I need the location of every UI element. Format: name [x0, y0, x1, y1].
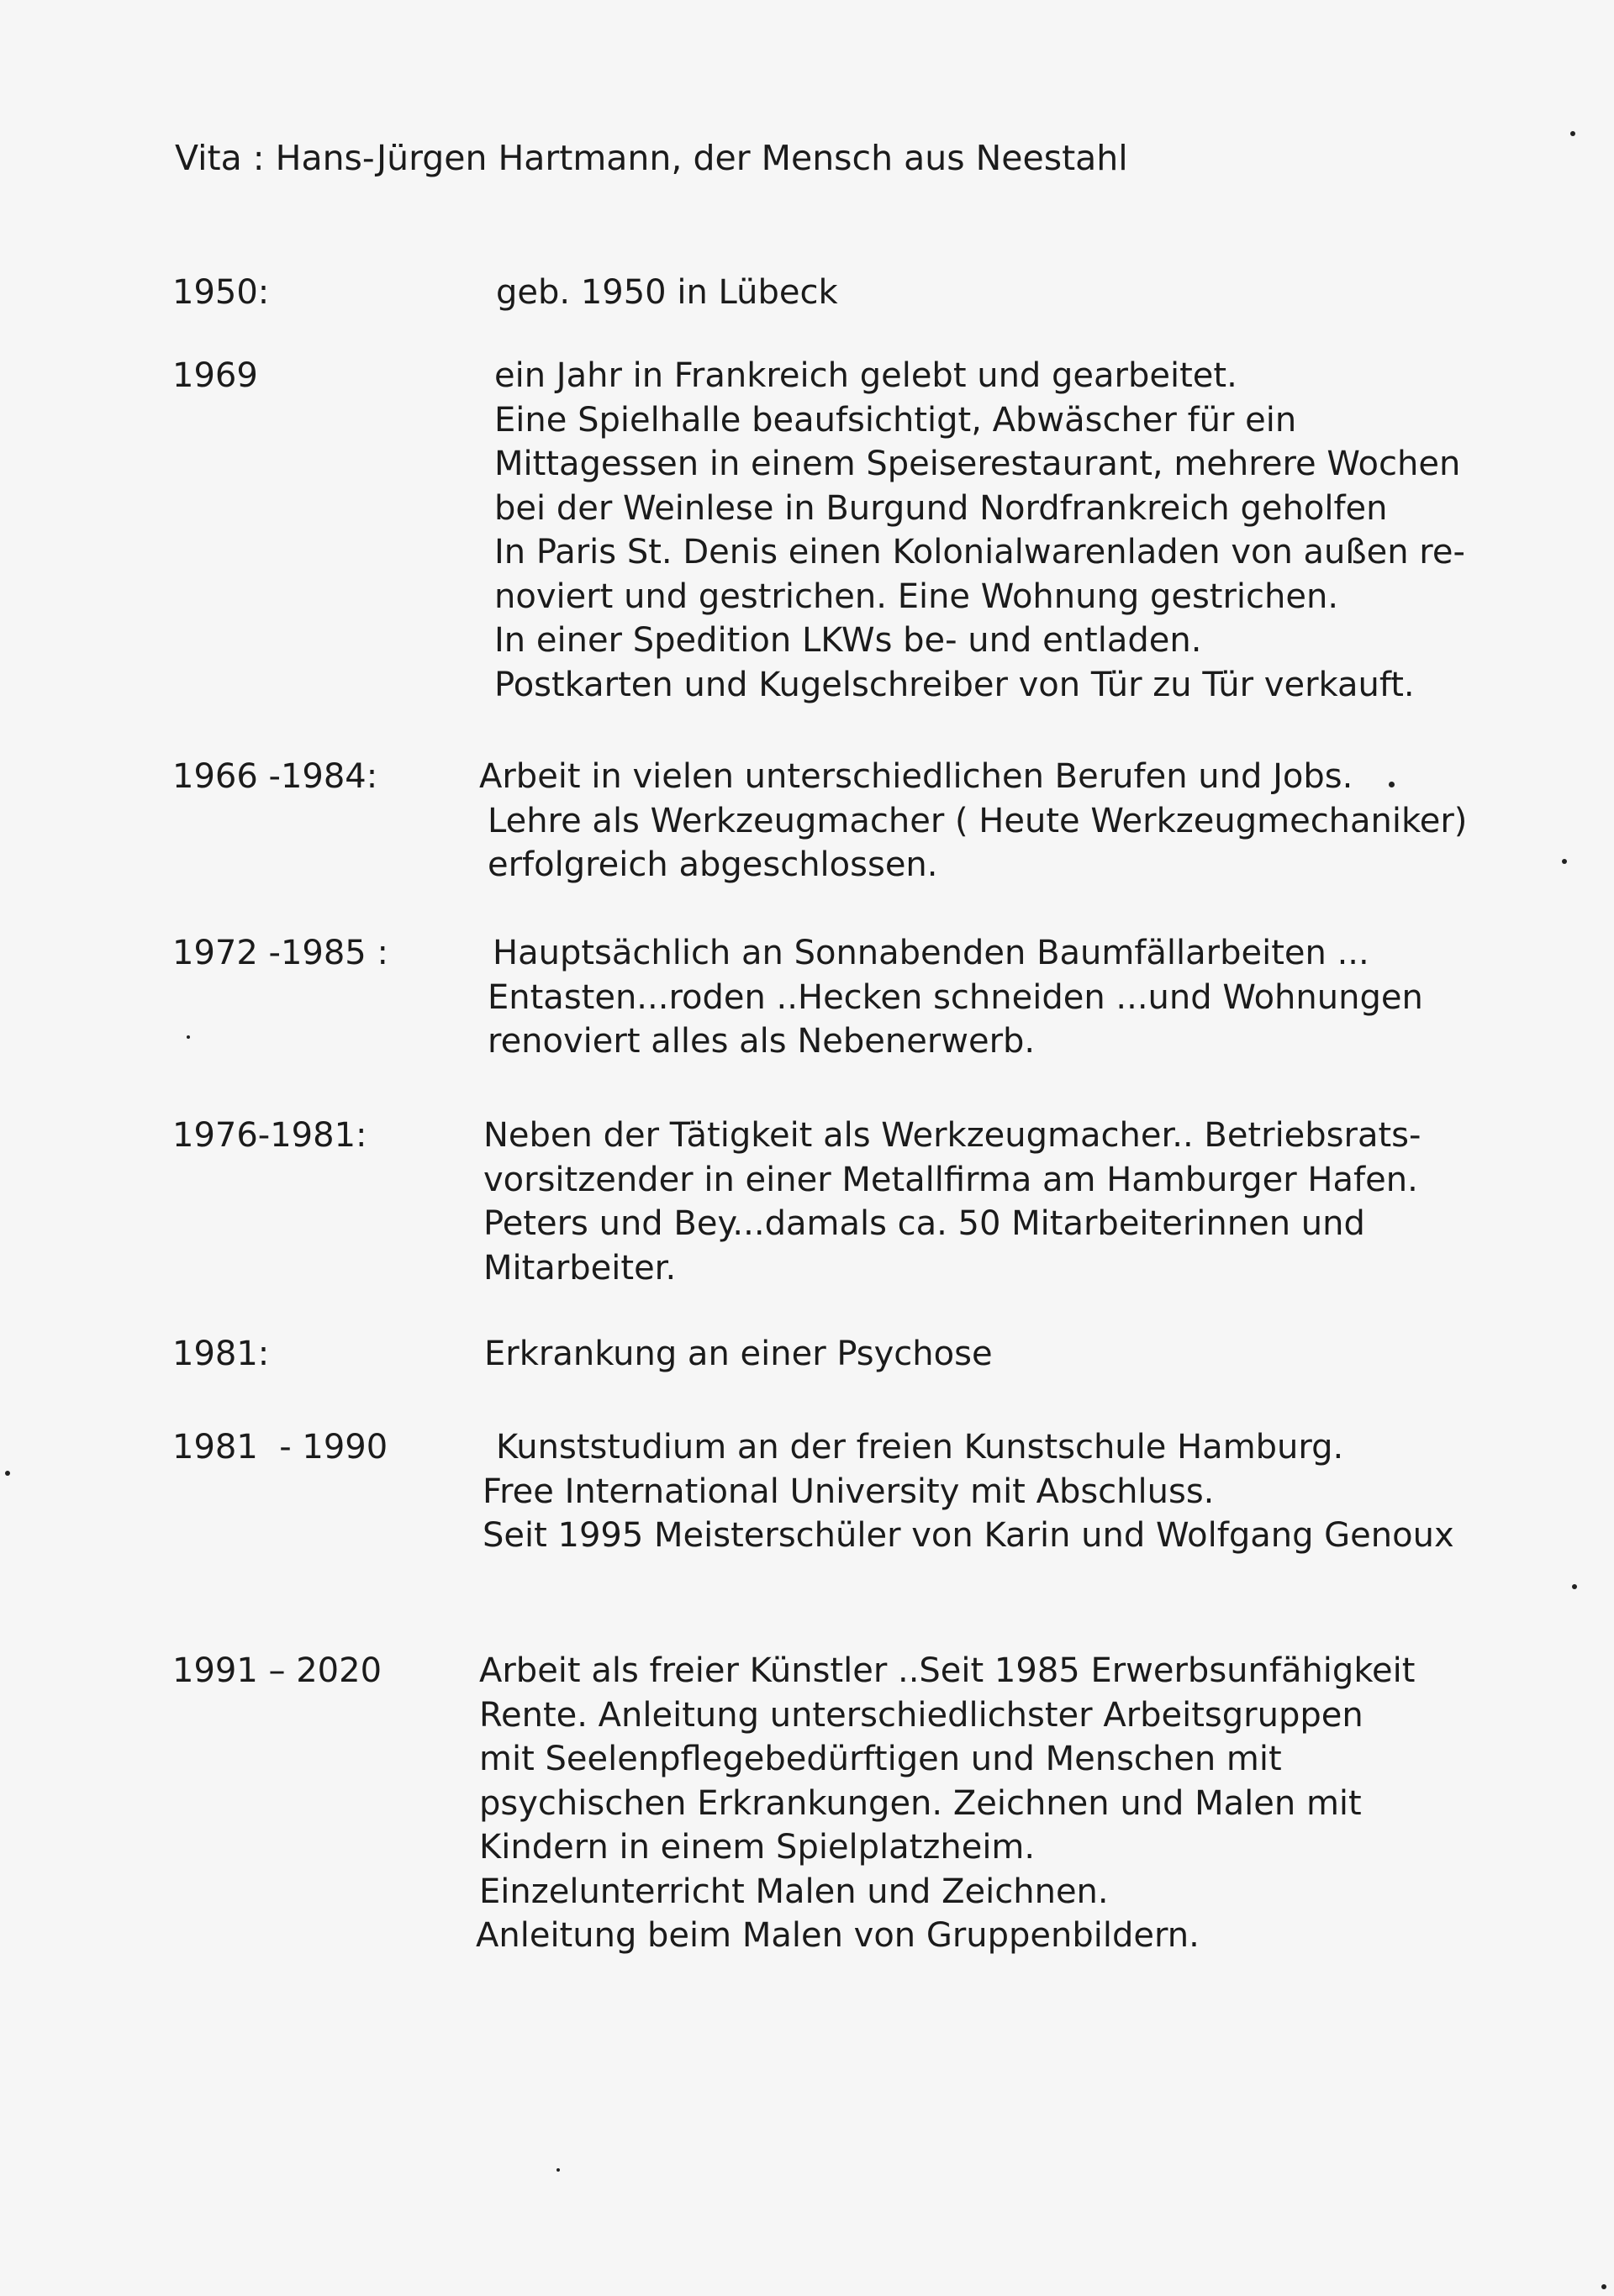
scan-speck	[1570, 131, 1575, 136]
entry-line: Arbeit in vielen unterschiedlichen Berufen und Jobs.	[479, 757, 1353, 796]
entry-line: Erkrankung an einer Psychose	[484, 1335, 993, 1373]
scan-speck	[1389, 782, 1395, 787]
entry-line: ein Jahr in Frankreich gelebt und gearbeitet.	[494, 356, 1237, 395]
entry-text	[484, 1332, 993, 1377]
entry-line: Free International University mit Abschluss.	[483, 1472, 1215, 1511]
entry-line: Seit 1995 Meisterschüler von Karin und Wolfgang Genoux	[483, 1516, 1454, 1555]
scan-speck	[556, 2168, 560, 2172]
scan-speck	[1562, 859, 1567, 864]
entry-year: 1991 – 2020	[172, 1651, 382, 1690]
entry-line: Lehre als Werkzeugmacher ( Heute Werkzeugmechaniker)	[488, 801, 1468, 840]
entry-line: Eine Spielhalle beaufsichtigt, Abwäscher für ein	[494, 400, 1297, 440]
entry-line: Peters und Bey...damals ca. 50 Mitarbeiterinnen und	[483, 1204, 1365, 1243]
entry-line: Neben der Tätigkeit als Werkzeugmacher.. Betriebsrats-	[483, 1116, 1421, 1155]
entry-line: Entasten...roden ..Hecken schneiden ...und Wohnungen	[488, 977, 1423, 1017]
entry-text	[483, 1114, 1421, 1290]
entry-line: Postkarten und Kugelschreiber von Tür zu Tür verkauft.	[494, 665, 1415, 704]
scan-speck	[5, 1471, 10, 1476]
entry-year: 1981 - 1990	[172, 1428, 388, 1467]
entry-text	[496, 271, 838, 315]
entry-line: Einzelunterricht Malen und Zeichnen.	[479, 1872, 1109, 1911]
entry-line: Rente. Anleitung unterschiedlichster Arbeitsgruppen	[479, 1695, 1363, 1735]
entry-text	[476, 1649, 1416, 1958]
entry-text	[483, 1425, 1454, 1558]
entry-year: 1966 -1984:	[172, 757, 378, 796]
entry-line: Arbeit als freier Künstler ..Seit 1985 Erwerbsunfähigkeit	[479, 1651, 1416, 1690]
entry-line: Hauptsächlich an Sonnabenden Baumfällarbeiten ...	[493, 934, 1369, 972]
scan-speck	[1601, 2284, 1606, 2289]
entry-line: In einer Spedition LKWs be- und entladen.	[494, 621, 1202, 660]
entry-year: 1950:	[172, 273, 270, 312]
scan-speck	[1572, 1584, 1577, 1589]
document-title: Vita : Hans-Jürgen Hartmann, der Mensch aus Neestahl	[175, 138, 1128, 178]
entry-line: Anleitung beim Malen von Gruppenbildern.	[476, 1916, 1200, 1955]
entry-line: mit Seelenpflegebedürftigen und Menschen mit	[479, 1740, 1282, 1778]
entry-line: Kindern in einem Spielplatzheim.	[479, 1828, 1036, 1867]
entry-year: 1972 -1985 :	[172, 934, 388, 972]
entry-text	[479, 755, 1467, 887]
entry-line: geb. 1950 in Lübeck	[496, 273, 838, 312]
entry-year: 1969	[172, 356, 258, 395]
entry-text	[494, 354, 1465, 707]
entry-line: bei der Weinlese in Burgund Nordfrankreich geholfen	[494, 488, 1388, 528]
entry-line: Mittagessen in einem Speiserestaurant, mehrere Wochen	[494, 445, 1461, 483]
entry-year: 1981:	[172, 1335, 270, 1373]
entry-year: 1976-1981:	[172, 1116, 367, 1155]
entry-line: Mitarbeiter.	[483, 1248, 677, 1288]
entry-line: In Paris St. Denis einen Kolonialwarenladen von außen re-	[494, 533, 1465, 571]
entry-line: psychischen Erkrankungen. Zeichnen und Malen mit	[479, 1783, 1362, 1823]
entry-line: Kunststudium an der freien Kunstschule Hamburg.	[496, 1428, 1344, 1467]
entry-text	[488, 931, 1423, 1064]
entry-line: vorsitzender in einer Metallfirma am Hamburger Hafen.	[483, 1160, 1418, 1199]
entry-line: noviert und gestrichen. Eine Wohnung gestrichen.	[494, 577, 1339, 616]
entry-line: renoviert alles als Nebenerwerb.	[488, 1022, 1036, 1061]
entry-line: erfolgreich abgeschlossen.	[488, 845, 938, 884]
scan-speck	[187, 1035, 190, 1039]
